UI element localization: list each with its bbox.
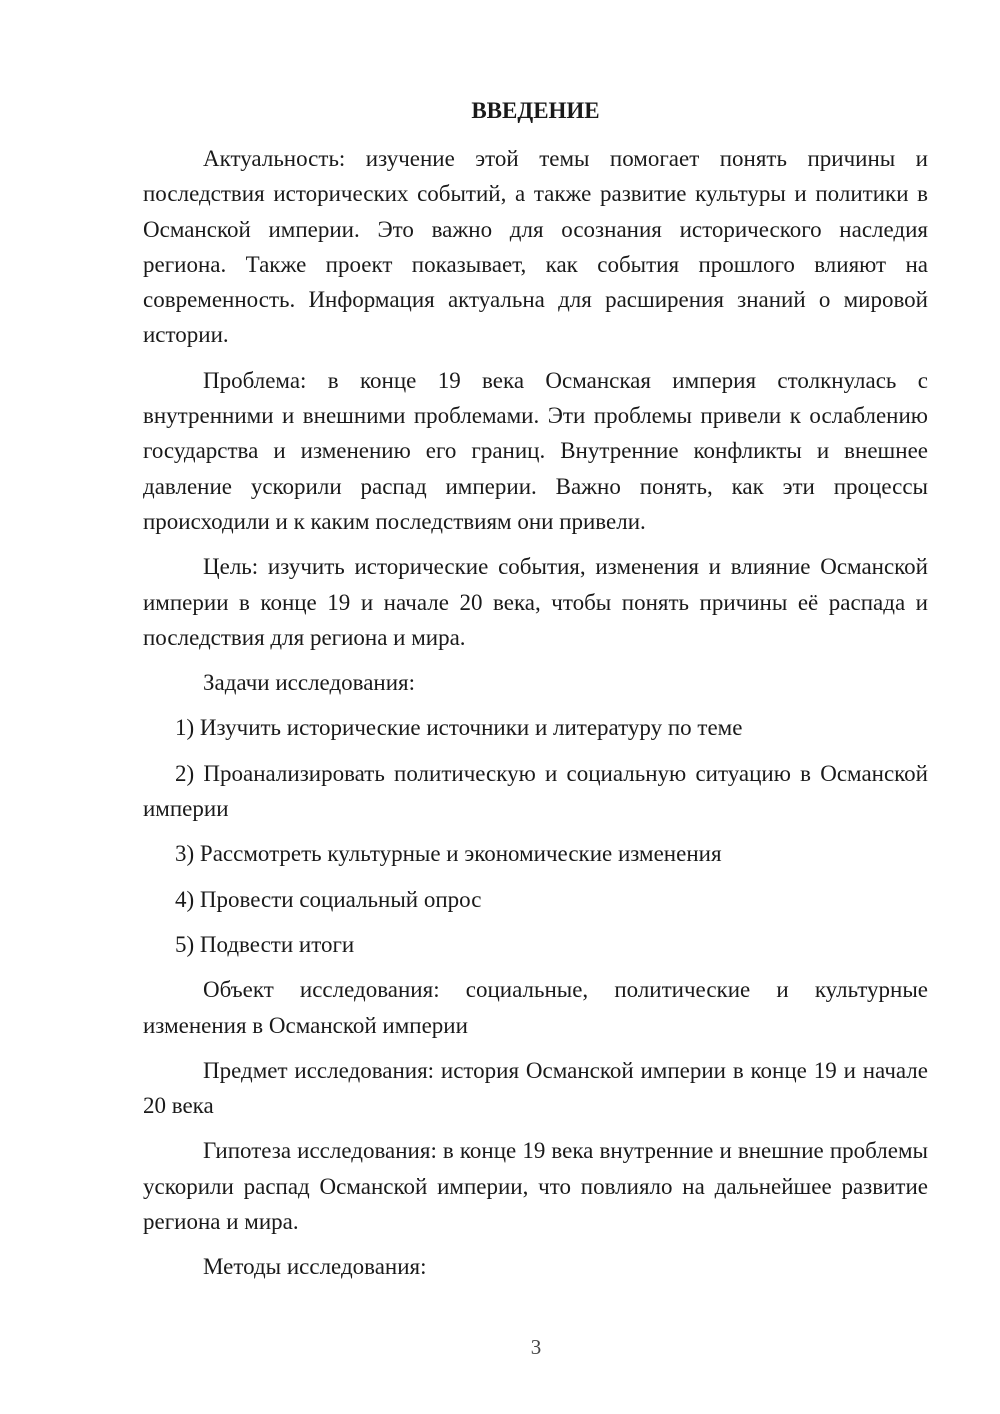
task-item-1: 1) Изучить исторические источники и литературу по теме <box>175 715 743 741</box>
goal-paragraph: Цель: изучить исторические события, изменения и влияние Османской империи в конце 19 и начале 20 века, чтобы понять причины её распада и последствия для региона и мира. <box>143 554 928 650</box>
task-item-2: 2) Проанализировать политическую и социальную ситуацию в Османской империи <box>143 760 928 822</box>
relevance-paragraph: Актуальность: изучение этой темы помогает понять причины и последствия исторических событий, а также развитие культуры и политики в Османской империи. Это важно для осознания исторического наследия региона. Также проект показывает, как события прошлого влияют на современность. Информация актуальна для расширения знаний о мировой истории. <box>143 146 928 348</box>
methods-heading: Методы исследования: <box>203 1254 427 1280</box>
hypothesis-paragraph: Гипотеза исследования: в конце 19 века внутренние и внешние проблемы ускорили распад Османской империи, что повлияло на дальнейшее развитие региона и мира. <box>143 1138 928 1235</box>
object-paragraph: Объект исследования: социальные, политические и культурные изменения в Османской империи <box>143 977 928 1038</box>
page-number: 3 <box>530 1335 542 1359</box>
subject-paragraph: Предмет исследования: история Османской империи в конце 19 и начале 20 века <box>143 1057 928 1119</box>
tasks-heading: Задачи исследования: <box>203 670 416 696</box>
task-item-3: 3) Рассмотреть культурные и экономические изменения <box>175 841 722 867</box>
page-content <box>143 141 928 1295</box>
problem-paragraph: Проблема: в конце 19 века Османская империя столкнулась с внутренними и внешними проблемами. Эти проблемы привели к ослаблению государства и изменению его границ. Внутренние конфликты и внешнее давление ускорили распад империи. Важно понять, как эти процессы происходили и к каким последствиям они привели. <box>143 367 928 534</box>
task-item-5: 5) Подвести итоги <box>175 931 355 957</box>
task-item-4: 4) Провести социальный опрос <box>175 886 482 912</box>
section-heading: ВВЕДЕНИЕ <box>471 98 600 123</box>
